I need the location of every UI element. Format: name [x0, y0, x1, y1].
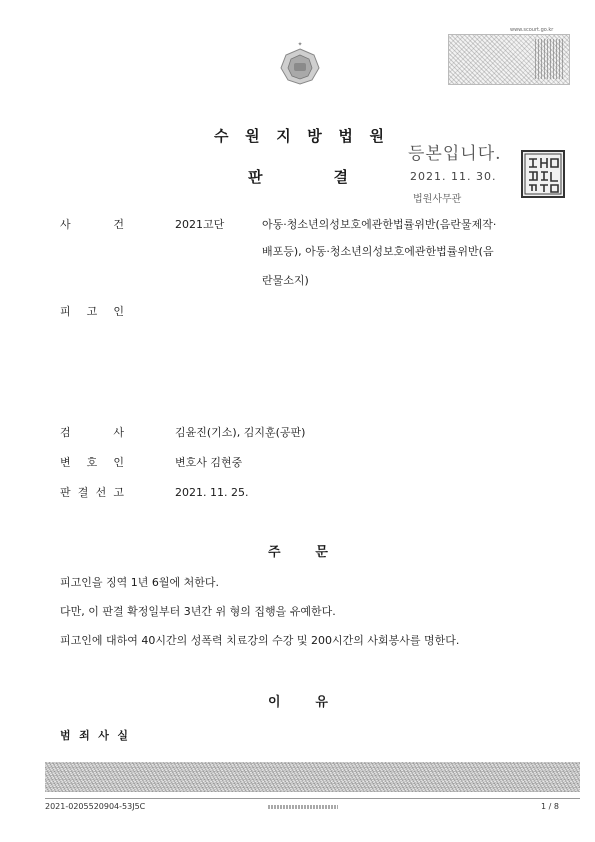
case-number: 2021고단: [175, 218, 225, 231]
barcode-pattern: [448, 34, 570, 85]
page-number: 1 / 8: [541, 802, 559, 811]
disposition-item-2: 다만, 이 판결 확정일부터 3년간 위 형의 집행을 유예한다.: [60, 605, 336, 618]
disposition-item-3: 피고인에 대하여 40시간의 성폭력 치료강의 수강 및 200시간의 사회봉사를 명한다.: [60, 634, 460, 647]
barcode-bars: [535, 39, 565, 79]
certification-officer: 법원사무관: [413, 194, 462, 205]
defense-counsel-value: 변호사 김현중: [175, 456, 243, 469]
sentencing-date-label: 판 결 선 고: [60, 486, 124, 499]
criminal-facts-heading: 범 죄 사 실: [60, 729, 128, 742]
anti-forgery-barcode: [448, 27, 568, 83]
certification-date: 2021. 11. 30.: [410, 170, 497, 183]
disposition-item-1: 피고인을 징역 1년 6월에 처한다.: [60, 576, 219, 589]
prosecutor-label: 검 사: [60, 426, 124, 439]
reasons-heading: 이 유: [268, 695, 328, 710]
court-emblem-logo: [278, 40, 322, 86]
case-name-line-1: 아동·청소년의성보호에관한법률위반(음란물제작·: [262, 218, 497, 231]
footer-divider: [45, 798, 580, 799]
certified-copy-stamp: 등본입니다.: [408, 144, 502, 164]
anti-copy-band: [45, 762, 580, 792]
disposition-heading: 주 문: [268, 545, 328, 560]
defense-counsel-label: 변 호 인: [60, 456, 124, 469]
case-name-line-3: 란물소지): [262, 274, 309, 287]
barcode-url: www.scourt.go.kr: [510, 27, 554, 33]
emblem-mark: ✦: [297, 41, 303, 48]
defendant-label: 피 고 인: [60, 305, 124, 318]
case-label: 사 건: [60, 218, 124, 231]
document-type: 판 결: [248, 168, 348, 186]
footer-fine-print: [268, 805, 338, 809]
sentencing-date-value: 2021. 11. 25.: [175, 486, 249, 499]
official-seal: [521, 150, 565, 198]
case-name-line-2: 배포등), 아동·청소년의성보호에관한법률위반(음: [262, 245, 494, 258]
prosecutor-value: 김윤진(기소), 김지훈(공판): [175, 426, 306, 439]
document-id: 2021-0205520904-53J5C: [45, 802, 146, 811]
court-name: 수 원 지 방 법 원: [214, 127, 384, 145]
